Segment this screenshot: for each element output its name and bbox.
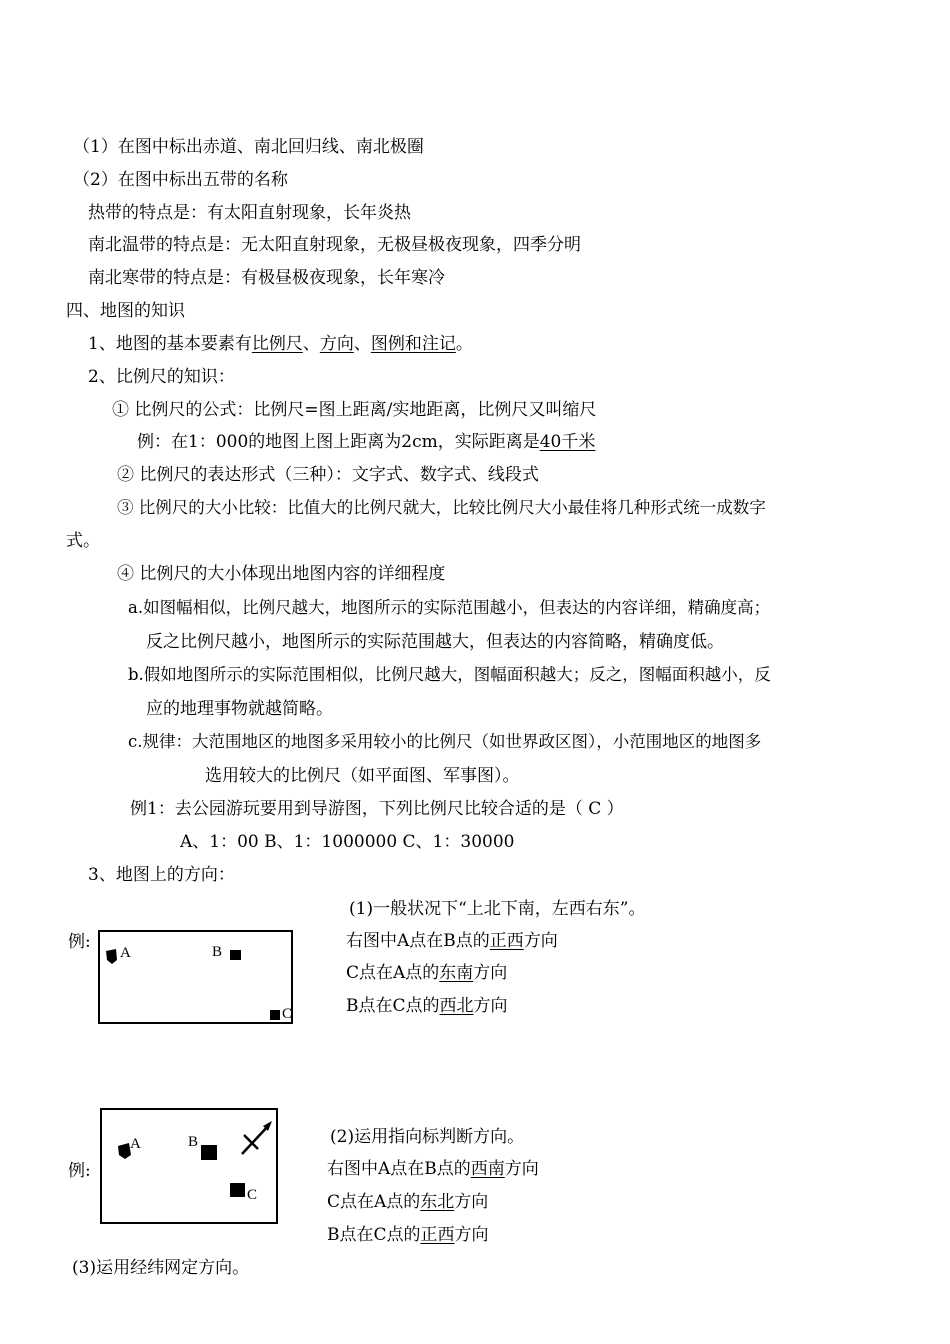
text-line: 3、地图上的方向： (88, 865, 235, 885)
text-line: (1)一般状况下“上北下南，左西右东”。 (349, 899, 646, 919)
point-a-label: A (120, 945, 131, 961)
text-segment: C点在A点的 (346, 963, 440, 983)
text-line: 选用较大的比例尺（如平面图、军事图）。 (205, 766, 520, 786)
north-arrow-icon (236, 1118, 274, 1158)
text-segment: 方向 (473, 963, 508, 983)
example-label: 例: (68, 1161, 91, 1181)
answer-underline: 方向 (319, 334, 354, 354)
answer-underline: 比例尺 (251, 334, 303, 354)
text-line: 应的地理事物就越简略。 (146, 699, 333, 719)
direction-diagram-2 (100, 1108, 278, 1224)
text-segment: 1、地图的基本要素有 (88, 334, 252, 354)
text-segment: 方向 (454, 1192, 489, 1212)
point-c-label: C (247, 1187, 258, 1203)
text-segment: 方向 (454, 1225, 489, 1245)
text-line (327, 1224, 489, 1246)
text-segment: 。 (455, 334, 473, 354)
point-c-label: C (282, 1006, 293, 1022)
example-label: 例: (68, 932, 91, 952)
text-segment: 、 (353, 334, 371, 354)
text-line: 式。 (66, 531, 100, 551)
text-line: a.如图幅相似，比例尺越大，地图所示的实际范围越小，但表达的内容详细，精确度高； (128, 598, 771, 617)
text-segment: 方向 (523, 931, 558, 951)
direction-diagram-1 (98, 930, 293, 1024)
answer-underline: 西南 (470, 1159, 505, 1179)
answer-underline: 正西 (489, 931, 524, 951)
text-line: (3)运用经纬网定方向。 (72, 1258, 250, 1278)
point-b-label: B (188, 1134, 199, 1150)
point-a-marker (104, 948, 120, 966)
text-line: b.假如地图所示的实际范围相似，比例尺越大，图幅面积越大；反之，图幅面积越小，反 (128, 665, 771, 684)
text-line: 热带的特点是：有太阳直射现象，长年炎热 (88, 203, 411, 223)
text-line (346, 995, 508, 1017)
text-line (88, 333, 473, 355)
text-line: 例1：去公园游玩要用到导游图，下列比例尺比较合适的是（ C ） (130, 799, 624, 819)
answer-underline: 东北 (420, 1192, 455, 1212)
answer-underline: 图例和注记 (370, 334, 456, 354)
point-c-marker (230, 1183, 245, 1197)
text-line (346, 962, 507, 984)
text-segment: B点在C点的 (327, 1225, 421, 1245)
text-line (137, 431, 595, 453)
point-c-marker (270, 1010, 280, 1020)
text-segment: 、 (302, 334, 320, 354)
text-line: （2）在图中标出五带的名称 (73, 170, 288, 190)
text-line: (2)运用指向标判断方向。 (330, 1127, 525, 1147)
text-segment: 方向 (473, 996, 508, 1016)
point-b-marker (201, 1145, 217, 1160)
text-line: ④ 比例尺的大小体现出地图内容的详细程度 (117, 564, 446, 584)
point-b-marker (230, 950, 241, 960)
text-line (327, 1191, 488, 1213)
text-segment: 方向 (504, 1159, 539, 1179)
text-segment: 例：在1：000的地图上图上距离为2cm，实际距离是 (137, 432, 540, 452)
text-line: 2、比例尺的知识： (88, 367, 235, 387)
section-heading: 四、地图的知识 (66, 301, 185, 321)
point-a-label: A (130, 1136, 141, 1152)
text-line: （1）在图中标出赤道、南北回归线、南北极圈 (73, 137, 424, 157)
text-line: 南北温带的特点是：无太阳直射现象，无极昼极夜现象，四季分明 (88, 235, 581, 255)
point-b-label: B (212, 944, 223, 960)
text-segment: C点在A点的 (327, 1192, 421, 1212)
text-line: 南北寒带的特点是：有极昼极夜现象，长年寒冷 (88, 268, 445, 288)
text-line: ② 比例尺的表达形式（三种）：文字式、数字式、线段式 (117, 465, 539, 485)
text-line: A、1：00 B、1：1000000 C、1：30000 (180, 832, 515, 852)
text-line: 反之比例尺越小，地图所示的实际范围越大，但表达的内容简略，精确度低。 (146, 632, 724, 652)
answer-underline: 40千米 (539, 432, 596, 452)
text-line: c.规律：大范围地区的地图多采用较小的比例尺（如世界政区图），小范围地区的地图多 (128, 732, 762, 751)
text-line (346, 930, 558, 952)
text-line: ③ 比例尺的大小比较：比值大的比例尺就大，比较比例尺大小最佳将几种形式统一成数字 (117, 498, 766, 517)
text-segment: 右图中A点在B点的 (327, 1159, 471, 1179)
text-line: ① 比例尺的公式：比例尺=图上距离/实地距离，比例尺又叫缩尺 (112, 400, 597, 420)
text-segment: B点在C点的 (346, 996, 440, 1016)
text-line (327, 1158, 539, 1180)
answer-underline: 东南 (439, 963, 474, 983)
answer-underline: 西北 (439, 996, 474, 1016)
text-segment: 右图中A点在B点的 (346, 931, 490, 951)
answer-underline: 正西 (420, 1225, 455, 1245)
